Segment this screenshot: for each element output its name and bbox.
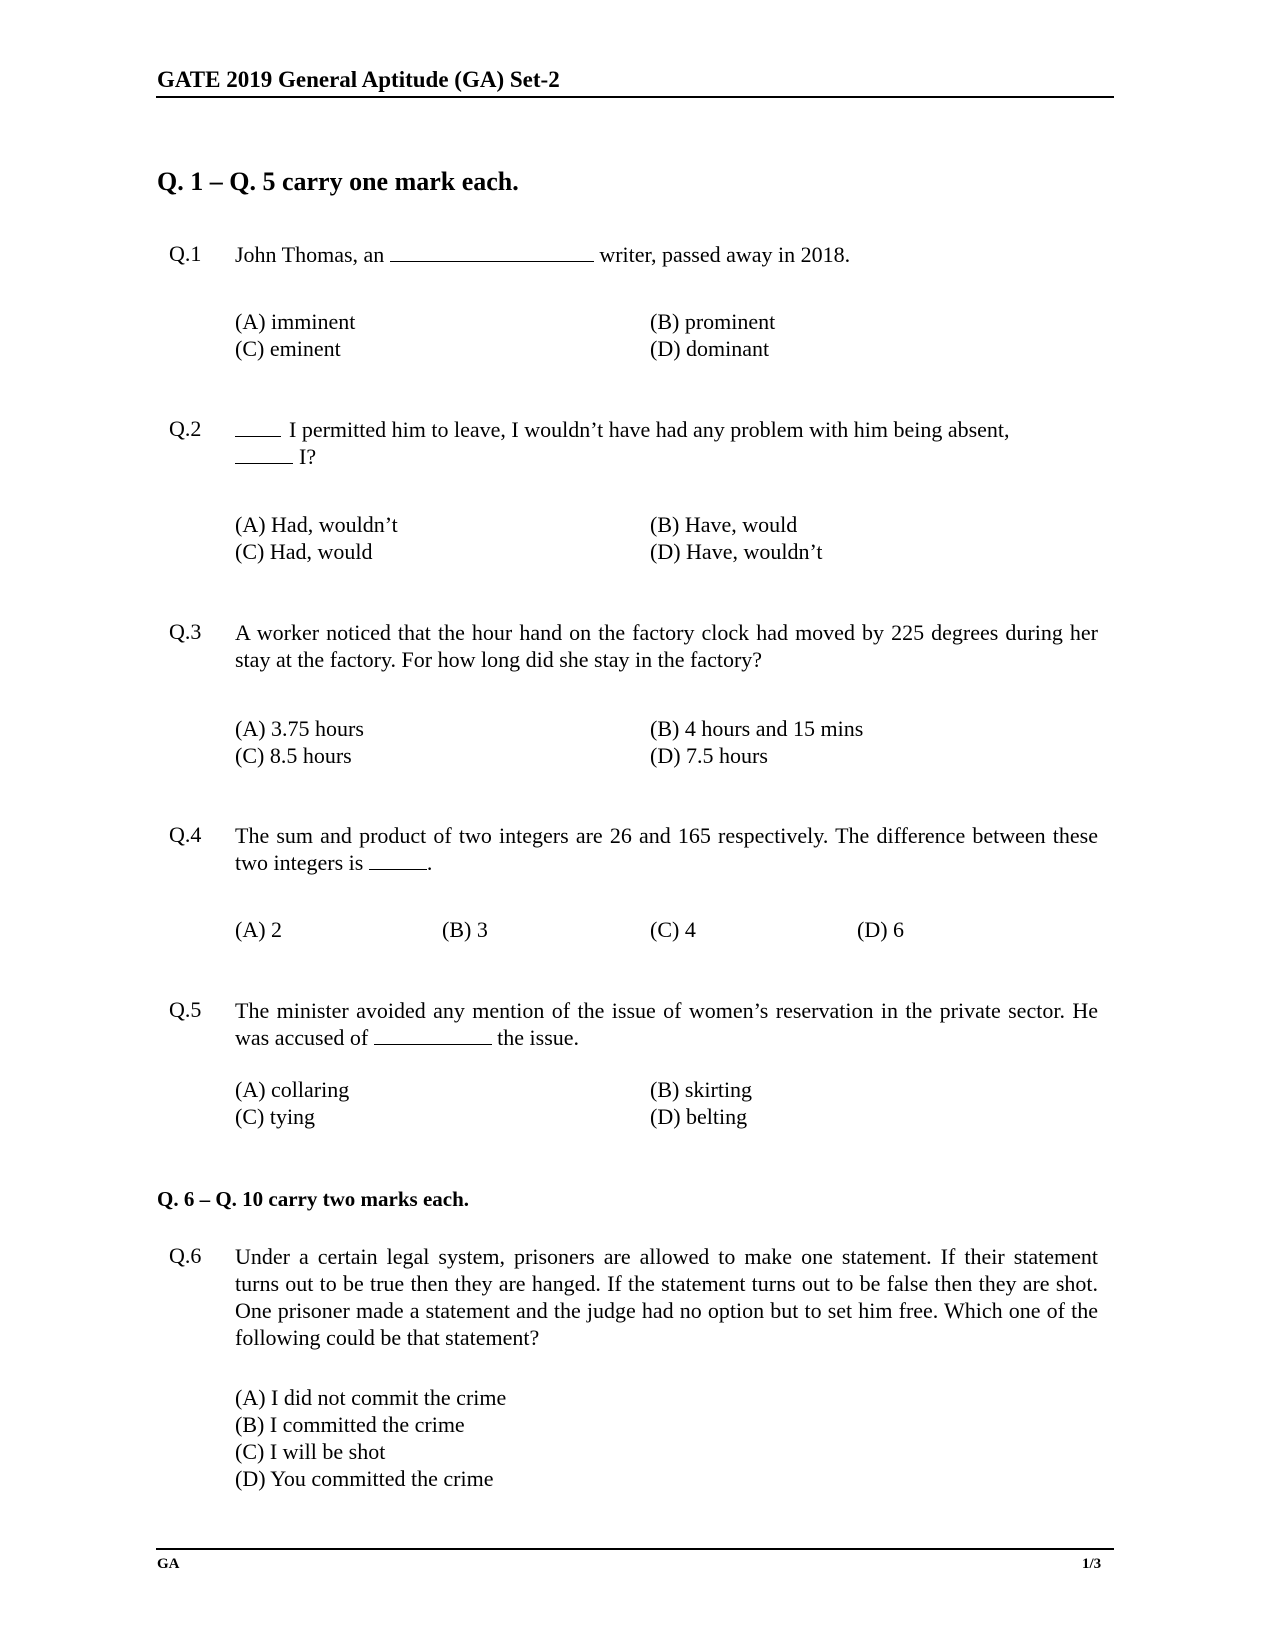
question-text: A worker noticed that the hour hand on the factory clock had moved by 225 degrees during her stay at the factory. For how long did she stay in the factory? — [235, 620, 1098, 672]
option-b: (B) 3 — [442, 917, 488, 942]
section-heading-one-mark: Q. 1 – Q. 5 carry one mark each. — [157, 167, 519, 196]
page-header-title: GATE 2019 General Aptitude (GA) Set-2 — [157, 67, 560, 92]
option-a: (A) 3.75 hours — [235, 716, 364, 741]
option-a: (A) Had, wouldn’t — [235, 512, 398, 537]
option-d: (D) dominant — [650, 336, 770, 361]
option-c: (C) Had, would — [235, 539, 373, 564]
option-d: (D) You committed the crime — [235, 1466, 494, 1491]
option-b: (B) Have, would — [650, 512, 798, 537]
question-text — [235, 241, 1098, 268]
question-line-2 — [235, 443, 1098, 470]
question-text: Under a certain legal system, prisoners are allowed to make one statement. If their statement turns out to be true then they are hanged. If the statement turns out to be false then they are shot. One prisoner made a statement and the judge had no option but to set him free. Which one of the following could be that statement? — [235, 1244, 1098, 1350]
option-a: (A) I did not commit the crime — [235, 1385, 507, 1410]
answer-blank — [235, 443, 293, 464]
question-text-main: The sum and product of two integers are 26 and 165 respectively. The difference between these two integers is — [235, 823, 1098, 875]
option-a: (A) imminent — [235, 309, 356, 334]
question-text-before: John Thomas, an — [235, 242, 385, 267]
question-text-end: . — [426, 850, 433, 875]
option-c: (C) 8.5 hours — [235, 743, 352, 768]
question-number: Q.1 — [169, 241, 202, 266]
question-text-after: the issue. — [497, 1025, 580, 1050]
option-c: (C) tying — [235, 1104, 316, 1129]
option-d: (D) Have, wouldn’t — [650, 539, 823, 564]
question-number: Q.6 — [169, 1243, 202, 1268]
answer-blank — [374, 1024, 492, 1045]
option-d: (D) 6 — [857, 917, 905, 942]
option-b: (B) skirting — [650, 1077, 753, 1102]
option-b: (B) I committed the crime — [235, 1412, 465, 1437]
option-c: (C) 4 — [650, 917, 696, 942]
question-text — [235, 997, 1098, 1051]
question-text-line2: I? — [299, 444, 317, 469]
option-d: (D) belting — [650, 1104, 748, 1129]
question-line-1 — [235, 416, 1098, 443]
section-heading-two-marks: Q. 6 – Q. 10 carry two marks each. — [157, 1187, 470, 1211]
answer-blank — [390, 241, 594, 262]
footer-rule — [156, 1548, 1114, 1550]
option-c: (C) eminent — [235, 336, 341, 361]
option-b: (B) prominent — [650, 309, 776, 334]
question-text — [235, 822, 1098, 876]
question-number: Q.3 — [169, 619, 202, 644]
option-a: (A) 2 — [235, 917, 283, 942]
question-number: Q.2 — [169, 416, 202, 441]
page-number: 1/3 — [1082, 1556, 1102, 1572]
answer-blank — [235, 416, 281, 437]
question-text — [235, 416, 1098, 470]
question-number: Q.4 — [169, 822, 202, 847]
question-number: Q.5 — [169, 997, 202, 1022]
option-b: (B) 4 hours and 15 mins — [650, 716, 864, 741]
footer-left-label: GA — [157, 1556, 180, 1572]
header-rule — [156, 96, 1114, 98]
question-text-after: writer, passed away in 2018. — [599, 242, 851, 267]
option-a: (A) collaring — [235, 1077, 350, 1102]
option-d: (D) 7.5 hours — [650, 743, 768, 768]
answer-blank — [369, 849, 427, 870]
question-text-line1: I permitted him to leave, I wouldn’t have had any problem with him being absent, — [289, 417, 1010, 442]
option-c: (C) I will be shot — [235, 1439, 386, 1464]
question-text-main: The minister avoided any mention of the issue of women’s reservation in the private sector. He was accused of — [235, 998, 1098, 1050]
